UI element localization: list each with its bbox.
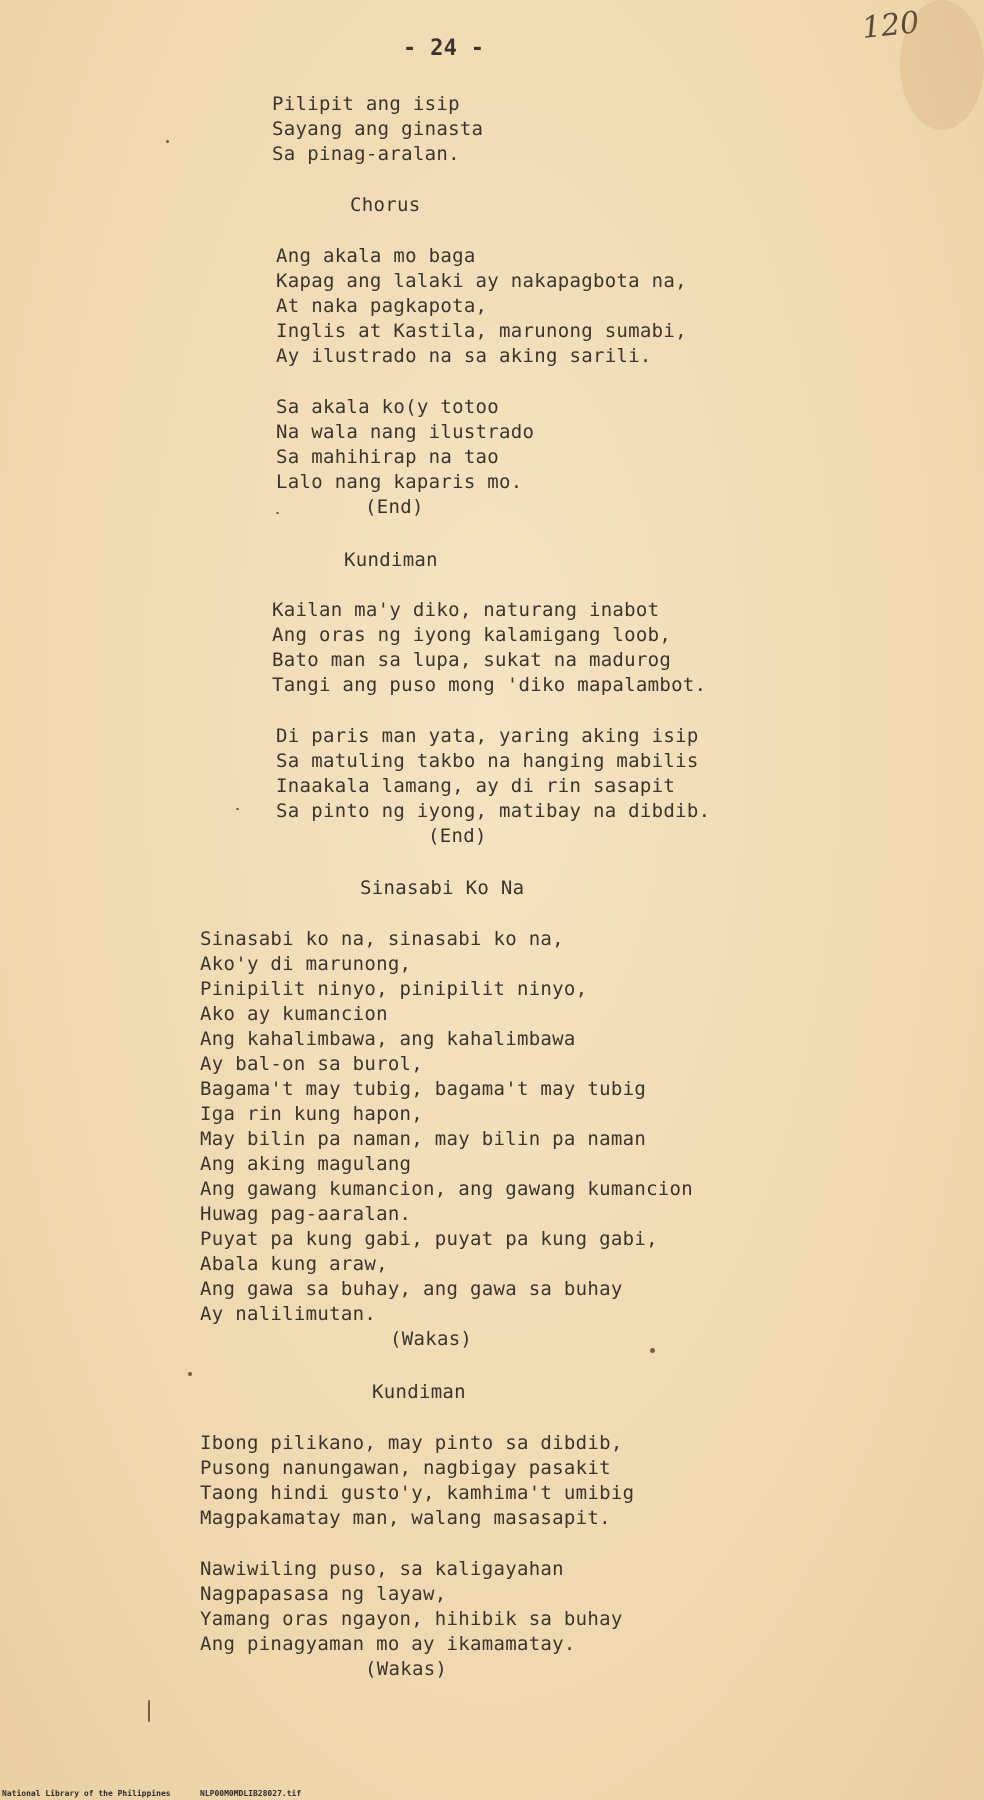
verse-line: Ibong pilikano, may pinto sa dibdib, xyxy=(200,1432,623,1454)
verse-line: Na wala nang ilustrado xyxy=(276,421,535,443)
footer-filename: NLP00M0MDLIB28027.tif xyxy=(200,1789,302,1798)
section-heading: Kundiman xyxy=(372,1381,466,1403)
verse-line: Ako ay kumancion xyxy=(200,1003,388,1025)
verse-line: Ang oras ng iyong kalamigang loob, xyxy=(272,624,672,646)
verse-line: Pusong nanungawan, nagbigay pasakit xyxy=(200,1457,611,1479)
section-heading: Sinasabi Ko Na xyxy=(360,877,525,899)
verse-line: Sayang ang ginasta xyxy=(272,118,484,140)
verse-line: Kailan ma'y diko, naturang inabot xyxy=(272,599,660,621)
verse-line: Inglis at Kastila, marunong sumabi, xyxy=(276,320,687,342)
verse-line: Pilipit ang isip xyxy=(272,93,460,115)
paper-speck xyxy=(166,140,169,143)
verse-line: Ang aking magulang xyxy=(200,1153,412,1175)
verse-line: Ay ilustrado na sa aking sarili. xyxy=(276,345,652,367)
verse-line: Puyat pa kung gabi, puyat pa kung gabi, xyxy=(200,1228,658,1250)
paper-speck xyxy=(188,1372,192,1376)
verse-line: Ang gawang kumancion, ang gawang kumancion xyxy=(200,1178,694,1200)
end-marker: (End) xyxy=(365,496,424,518)
section-heading: Kundiman xyxy=(344,549,438,571)
page-number: - 24 - xyxy=(403,36,485,61)
verse-line: May bilin pa naman, may bilin pa naman xyxy=(200,1128,647,1150)
end-marker: (Wakas) xyxy=(365,1658,448,1680)
verse-line: Yamang oras ngayon, hihibik sa buhay xyxy=(200,1608,623,1630)
verse-line: Bagama't may tubig, bagama't may tubig xyxy=(200,1078,647,1100)
verse-line: Ang pinagyaman mo ay ikamamatay. xyxy=(200,1633,576,1655)
verse-line: Tangi ang puso mong 'diko mapalambot. xyxy=(272,674,707,696)
verse-line: Abala kung araw, xyxy=(200,1253,388,1275)
verse-line: Ay nalilimutan. xyxy=(200,1303,377,1325)
verse-line: At naka pagkapota, xyxy=(276,295,488,317)
paper-stain xyxy=(900,0,984,130)
footer-library: National Library of the Philippines xyxy=(2,1789,171,1798)
verse-line: Ang gawa sa buhay, ang gawa sa buhay xyxy=(200,1278,623,1300)
verse-line: Ako'y di marunong, xyxy=(200,953,412,975)
paper-speck xyxy=(650,1348,655,1353)
verse-line: Sa matuling takbo na hanging mabilis xyxy=(276,750,699,772)
verse-line: Nagpapasasa ng layaw, xyxy=(200,1583,447,1605)
verse-line: Di paris man yata, yaring aking isip xyxy=(276,725,699,747)
verse-line: Nawiwiling puso, sa kaligayahan xyxy=(200,1558,564,1580)
verse-line: Huwag pag-aaralan. xyxy=(200,1203,412,1225)
verse-line: Sinasabi ko na, sinasabi ko na, xyxy=(200,928,564,950)
verse-line: Sa pinto ng iyong, matibay na dibdib. xyxy=(276,800,711,822)
ink-mark xyxy=(148,1700,150,1722)
verse-line: Magpakamatay man, walang masasapit. xyxy=(200,1507,611,1529)
verse-line: Bato man sa lupa, sukat na madurog xyxy=(272,649,672,671)
verse-line: Ang kahalimbawa, ang kahalimbawa xyxy=(200,1028,576,1050)
paper-speck xyxy=(236,808,239,810)
verse-line: Taong hindi gusto'y, kamhima't umibig xyxy=(200,1482,635,1504)
end-marker: (Wakas) xyxy=(390,1328,473,1350)
handwritten-page-note: 120 xyxy=(860,5,921,46)
section-heading: Chorus xyxy=(350,194,421,216)
verse-line: Sa pinag-aralan. xyxy=(272,143,460,165)
paper-speck xyxy=(276,512,279,514)
verse-line: Ay bal-on sa burol, xyxy=(200,1053,424,1075)
verse-line: Inaakala lamang, ay di rin sasapit xyxy=(276,775,676,797)
verse-line: Pinipilit ninyo, pinipilit ninyo, xyxy=(200,978,588,1000)
verse-line: Sa mahihirap na tao xyxy=(276,446,500,468)
verse-line: Ang akala mo baga xyxy=(276,245,476,267)
verse-line: Iga rin kung hapon, xyxy=(200,1103,424,1125)
verse-line: Lalo nang kaparis mo. xyxy=(276,471,523,493)
end-marker: (End) xyxy=(428,825,487,847)
verse-line: Sa akala ko(y totoo xyxy=(276,396,500,418)
verse-line: Kapag ang lalaki ay nakapagbota na, xyxy=(276,270,687,292)
